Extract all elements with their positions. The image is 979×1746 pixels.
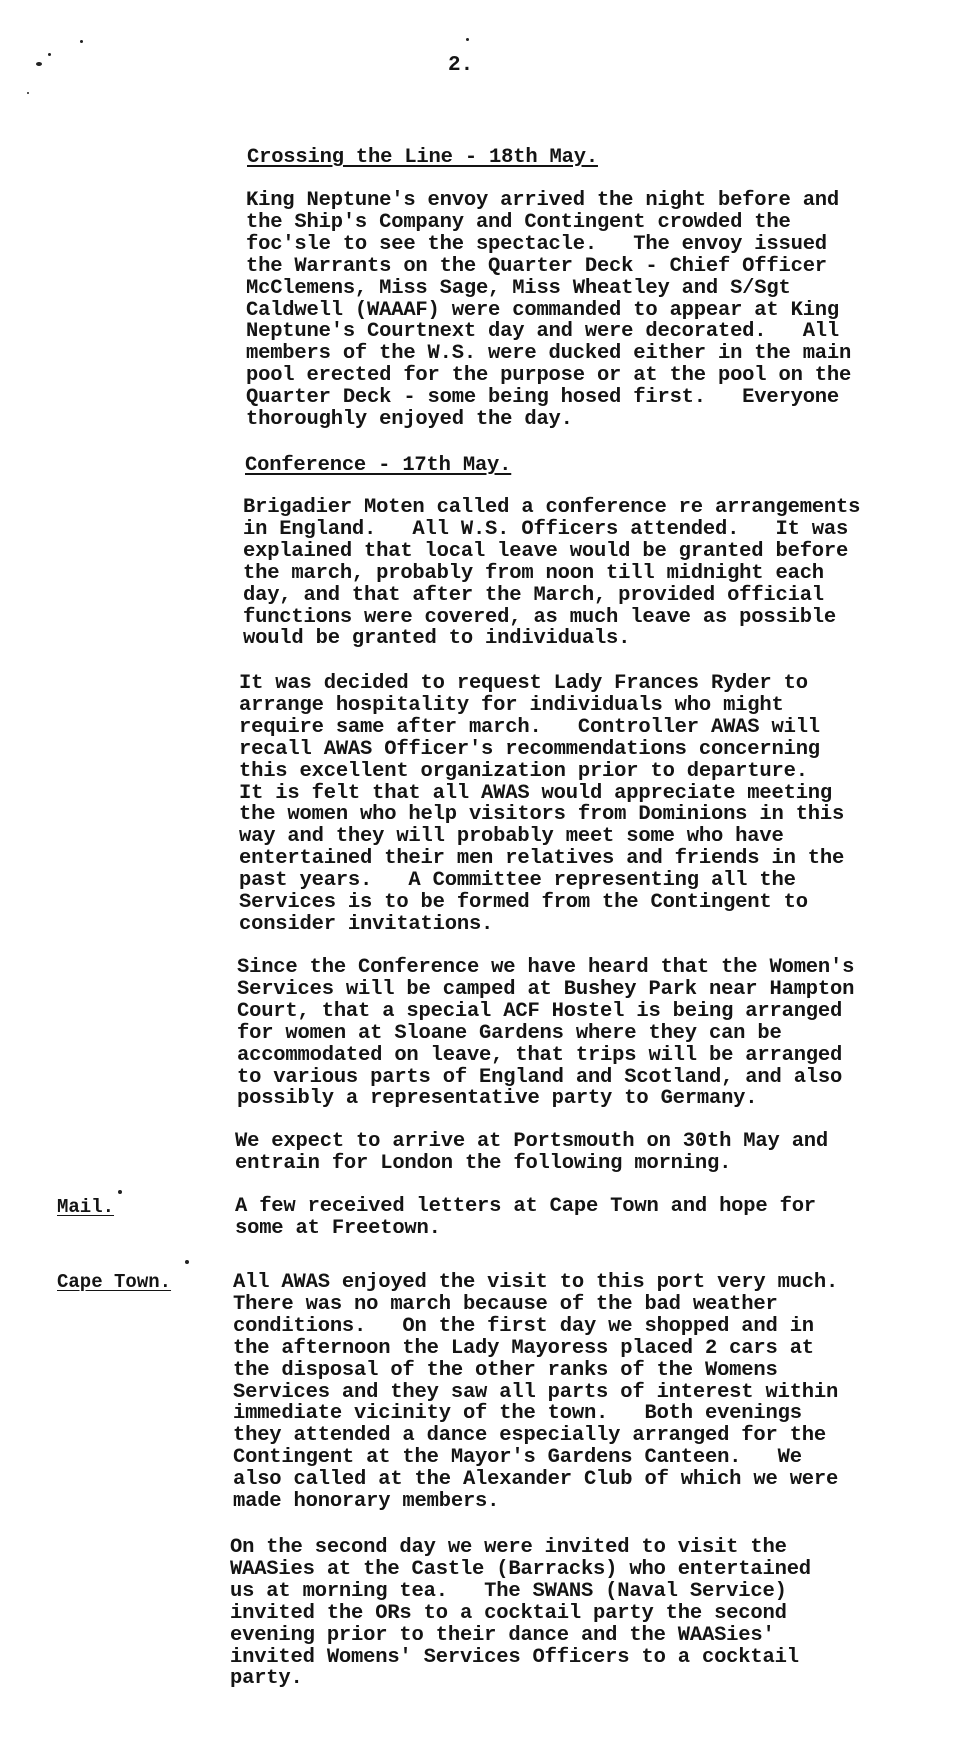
conference-paragraph-1: Brigadier Moten called a conference re arrangements in England. All W.S. Officers attended. It was explained that local leave would be granted before the march, probably from noon till midnight each day, and that after the March, provided official functions were covered, as much leave as possible would be granted to individuals.: [243, 496, 861, 651]
page-number: 2.: [448, 54, 474, 77]
cape-town-label: Cape Town.: [57, 1271, 172, 1293]
conference-paragraph-4: We expect to arrive at Portsmouth on 30th May and entrain for London the following morning.: [235, 1130, 828, 1175]
cape-town-paragraph-2: On the second day we were invited to visit the WAASies at the Castle (Barracks) who entertained us at morning tea. The SWANS (Naval Service) invited the ORs to a cocktail party the second evening prior to their dance and the WAASies' invited Womens' Services Officers to a cocktail party.: [230, 1536, 811, 1691]
scan-speck: [118, 1190, 122, 1194]
scan-speck: [466, 38, 469, 41]
mail-paragraph: A few received letters at Cape Town and hope for some at Freetown.: [235, 1195, 816, 1240]
conference-heading: Conference - 17th May.: [245, 454, 512, 477]
scan-speck: [27, 92, 29, 94]
scan-speck: [80, 40, 83, 43]
crossing-heading: Crossing the Line - 18th May.: [247, 146, 598, 169]
scan-speck: [48, 53, 51, 56]
scan-speck: [36, 62, 42, 66]
scan-speck: [185, 1260, 189, 1264]
cape-town-paragraph-1: All AWAS enjoyed the visit to this port very much. There was no march because of the bad weather conditions. On the first day we shopped and in the afternoon the Lady Mayoress placed 2 cars at the disposal of the other ranks of the Womens Services and they saw all parts of interest within immediate vicinity of the town. Both evenings they attended a dance especially arranged for the Contingent at the Mayor's Gardens Canteen. We also called at the Alexander Club of which we were made honorary members.: [233, 1271, 839, 1514]
crossing-paragraph: King Neptune's envoy arrived the night before and the Ship's Company and Contingent crowded the foc'sle to see the spectacle. The envoy issued the Warrants on the Quarter Deck - Chief Officer McClemens, Miss Sage, Miss Wheatley and S/Sgt Caldwell (WAAAF) were commanded to appear at King Neptune's Courtnext day and were decorated. All members of the W.S. were ducked either in the main pool erected for the purpose or at the pool on the Quarter Deck - some being hosed first. Everyone thoroughly enjoyed the day.: [246, 189, 852, 432]
conference-paragraph-2: It was decided to request Lady Frances Ryder to arrange hospitality for individuals who might require same after march. Controller AWAS will recall AWAS Officer's recommendations concerning this excellent organization prior to departure. It is felt that all AWAS would appreciate meeting the women who help visitors from Dominions in this way and they will probably meet some who have entertained their men relatives and friends in the past years. A Committee representing all the Services is to be formed from the Contingent to consider invitations.: [239, 672, 845, 936]
conference-paragraph-3: Since the Conference we have heard that the Women's Services will be camped at Bushey Park near Hampton Court, that a special ACF Hostel is being arranged for women at Sloane Gardens where they can be accommodated on leave, that trips will be arranged to various parts of England and Scotland, and also possibly a representative party to Germany.: [237, 956, 855, 1111]
mail-label: Mail.: [57, 1196, 115, 1218]
